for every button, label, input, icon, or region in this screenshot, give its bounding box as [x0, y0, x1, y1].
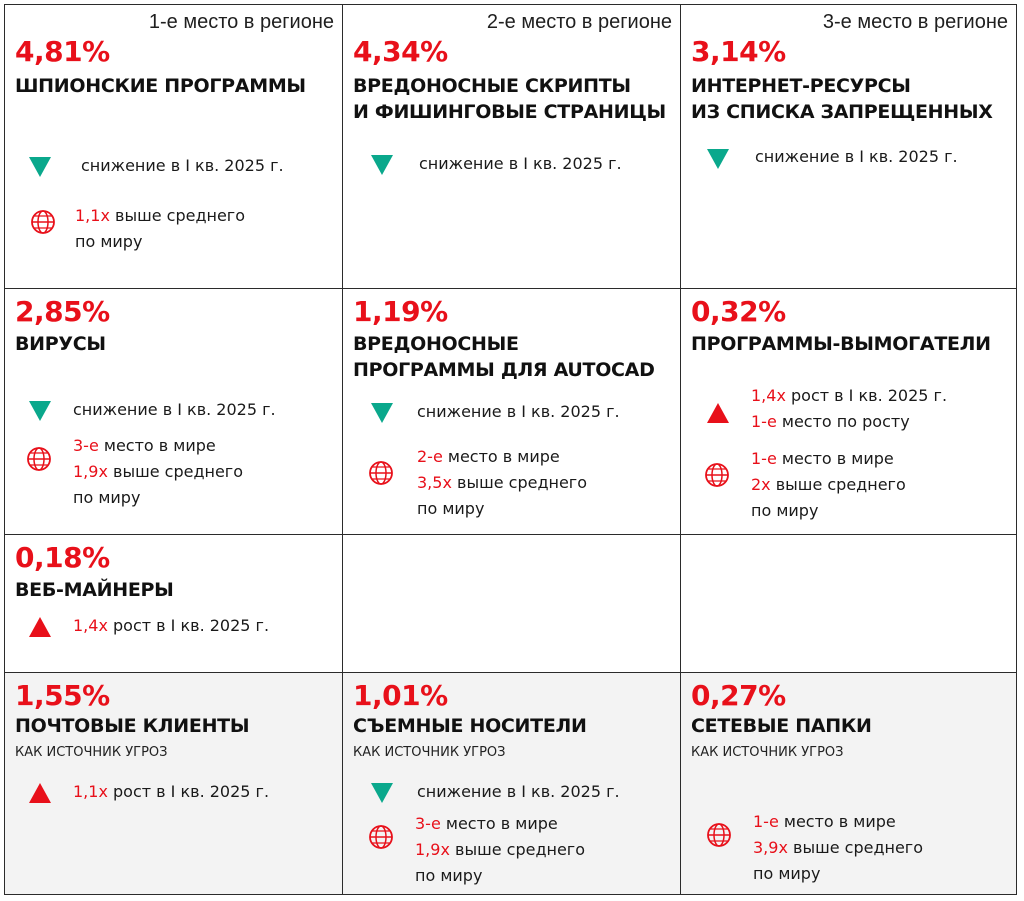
triangle-down-icon: [707, 149, 729, 169]
cell-removable-media: [343, 673, 681, 894]
globe-icon: [703, 461, 731, 489]
growth-stats: 1,4x рост в I кв. 2025 г. 1-е место по росту: [751, 386, 948, 431]
category-title: ВРЕДОНОСНЫЕ СКРИПТЫ И ФИШИНГОВЫЕ СТРАНИЦЫ: [353, 75, 666, 123]
globe-icon: [25, 445, 53, 473]
triangle-down-icon: [29, 401, 51, 421]
category-title: ВРЕДОНОСНЫЕ ПРОГРАММЫ ДЛЯ AUTOCAD: [353, 333, 655, 381]
percentage: 0,32%: [691, 295, 786, 328]
globe-icon: [705, 821, 733, 849]
trend-text: снижение в I кв. 2025 г.: [417, 402, 620, 421]
world-stats: 1-е место в мире 2x выше среднего по миру: [751, 449, 906, 520]
percentage: 0,18%: [15, 541, 110, 574]
percentage: 1,55%: [15, 679, 110, 712]
triangle-up-icon: [29, 783, 51, 803]
percentage: 3,14%: [691, 35, 786, 68]
globe-icon: [367, 459, 395, 487]
cell-web-miners: [5, 535, 343, 673]
globe-icon: [29, 208, 57, 236]
region-rank: 2-е место в регионе: [486, 11, 672, 33]
percentage: 2,85%: [15, 295, 110, 328]
category-subtitle: КАК ИСТОЧНИК УГРОЗ: [15, 745, 168, 760]
triangle-up-icon: [29, 617, 51, 637]
cell-banned-resources: [681, 5, 1016, 289]
category-title: ВЕБ-МАЙНЕРЫ: [15, 579, 174, 601]
category-title: ВИРУСЫ: [15, 333, 106, 355]
triangle-down-icon: [29, 157, 51, 177]
category-title: ПРОГРАММЫ-ВЫМОГАТЕЛИ: [691, 333, 991, 355]
percentage: 4,81%: [15, 35, 110, 68]
cell-autocad-malware: [343, 289, 681, 535]
growth-stats: 1,4x рост в I кв. 2025 г.: [73, 616, 270, 635]
category-subtitle: КАК ИСТОЧНИК УГРОЗ: [353, 745, 506, 760]
cell-mail-clients: [5, 673, 343, 894]
triangle-down-icon: [371, 783, 393, 803]
cell-malicious-scripts: [343, 5, 681, 289]
cell-spyware: [5, 5, 343, 289]
trend-text: снижение в I кв. 2025 г.: [417, 782, 620, 801]
empty-cell: [681, 535, 1016, 673]
percentage: 0,27%: [691, 679, 786, 712]
world-stats: 2-е место в мире 3,5x выше среднего по миру: [417, 447, 587, 518]
world-stats: 3-е место в мире 1,9x выше среднего по миру: [415, 814, 585, 885]
category-title: ПОЧТОВЫЕ КЛИЕНТЫ: [15, 715, 250, 737]
trend-text: снижение в I кв. 2025 г.: [755, 147, 958, 166]
world-stats: 1,1x выше среднего по миру: [75, 206, 245, 251]
triangle-up-icon: [707, 403, 729, 423]
region-rank: 1-е место в регионе: [148, 11, 334, 33]
empty-cell: [343, 535, 681, 673]
globe-icon: [367, 823, 395, 851]
category-title: ИНТЕРНЕТ-РЕСУРСЫ ИЗ СПИСКА ЗАПРЕЩЕННЫХ: [691, 75, 993, 123]
triangle-down-icon: [371, 403, 393, 423]
cell-viruses: [5, 289, 343, 535]
world-stats: 1-е место в мире 3,9x выше среднего по миру: [753, 812, 923, 883]
trend-text: снижение в I кв. 2025 г.: [419, 154, 622, 173]
category-title: ШПИОНСКИЕ ПРОГРАММЫ: [15, 75, 306, 97]
cell-network-folders: [681, 673, 1016, 894]
percentage: 4,34%: [353, 35, 448, 68]
trend-text: снижение в I кв. 2025 г.: [73, 400, 276, 419]
category-title: СЪЕМНЫЕ НОСИТЕЛИ: [353, 715, 587, 737]
triangle-down-icon: [371, 155, 393, 175]
percentage: 1,19%: [353, 295, 448, 328]
category-title: СЕТЕВЫЕ ПАПКИ: [691, 715, 872, 737]
trend-text: снижение в I кв. 2025 г.: [81, 156, 284, 175]
percentage: 1,01%: [353, 679, 448, 712]
world-stats: 3-е место в мире 1,9x выше среднего по миру: [73, 436, 243, 507]
category-subtitle: КАК ИСТОЧНИК УГРОЗ: [691, 745, 844, 760]
threat-stats-grid: [4, 4, 1017, 895]
cell-ransomware: [681, 289, 1016, 535]
region-rank: 3-е место в регионе: [822, 11, 1008, 33]
growth-stats: 1,1x рост в I кв. 2025 г.: [73, 782, 270, 801]
